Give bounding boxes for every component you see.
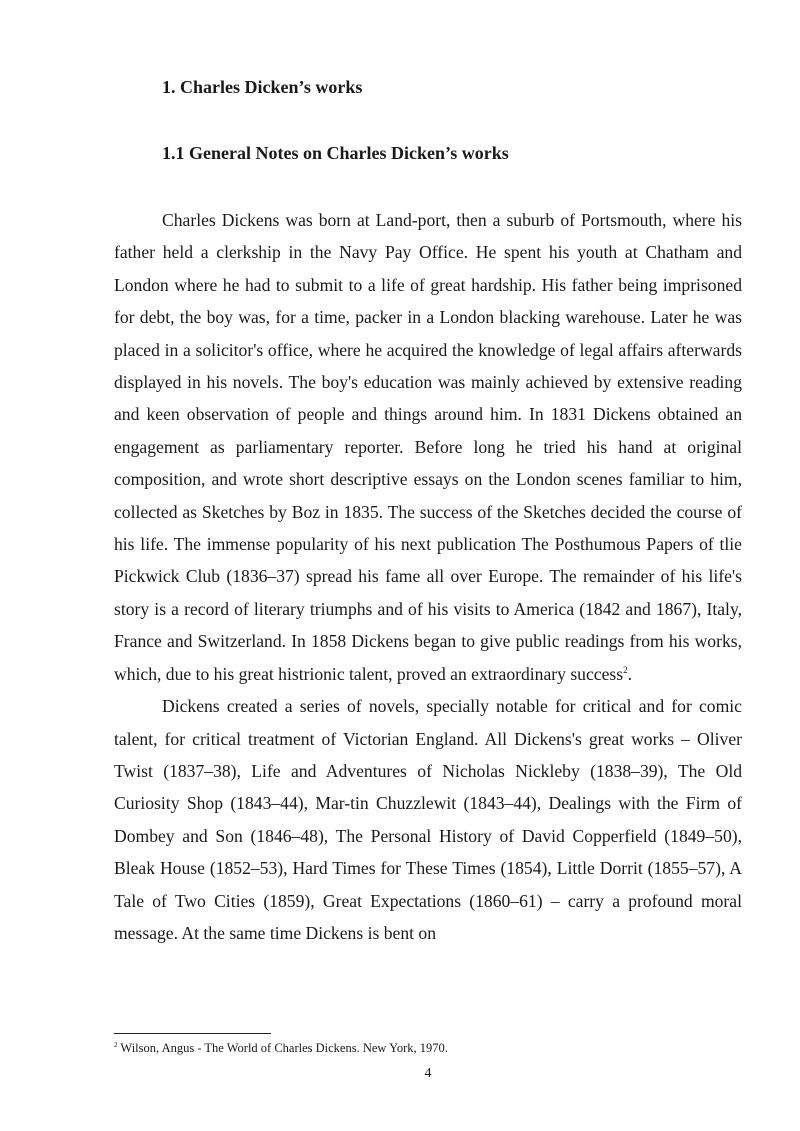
body-text: [114, 204, 742, 949]
paragraph-1-tail: .: [627, 663, 632, 684]
subsection-heading: 1.1 General Notes on Charles Dicken’s works: [162, 143, 509, 163]
footnote: [114, 1041, 448, 1056]
paragraph-1-text: Charles Dickens was born at Land-port, then a suburb of Portsmouth, where his father held a clerkship in the Navy Pay Office. He spent his youth at Chatham and London where he had to submit to a life of great hardship. His father being imprisoned for debt, the boy was, for a time, packer in a London blacking warehouse. Later he was placed in a solicitor's office, where he acquired the knowledge of legal affairs afterwards displayed in his novels. The boy's education was mainly achieved by extensive reading and keen observation of people and things around him. In 1831 Dickens obtained an engagement as parliamentary reporter. Before long he tried his hand at original composition, and wrote short descriptive essays on the London scenes familiar to him, collected as Sketches by Boz in 1835. The success of the Sketches decided the course of his life. The immense popularity of his next publication The Posthumous Papers of tlie Pickwick Club (1836–37) spread his fame all over Europe. The remainder of his life's story is a record of literary triumphs and of his visits to America (1842 and 1867), Italy, France and Switzerland. In 1858 Dickens began to give public readings from his works, which, due to his great histrionic talent, proved an extraordinary success: [114, 210, 742, 684]
section-heading: 1. Charles Dicken’s works: [162, 77, 363, 97]
footnote-text: Wilson, Angus - The World of Charles Dickens. New York, 1970.: [117, 1041, 448, 1055]
footnote-separator: [114, 1033, 271, 1034]
paragraph-2: [114, 690, 742, 949]
footnote-reference: 2: [623, 664, 628, 675]
page-number: 4: [424, 1066, 432, 1081]
paragraph-2-text: Dickens created a series of novels, specially notable for critical and for comic talent, for critical treatment of Victorian England. All Dickens's great works – Oliver Twist (1837–38), Life and Adventures of Nicholas Nickleby (1838–39), The Old Curiosity Shop (1843–44), Mar-tin Chuzzlewit (1843–44), Dealings with the Firm of Dombey and Son (1846–48), The Personal History of David Copperfield (1849–50), Bleak House (1852–53), Hard Times for These Times (1854), Little Dorrit (1855–57), A Tale of Two Cities (1859), Great Expectations (1860–61) – carry a profound moral message. At the same time Dickens is bent on: [114, 696, 742, 943]
paragraph-1: [114, 204, 742, 690]
footnote-marker: 2: [114, 1040, 118, 1049]
